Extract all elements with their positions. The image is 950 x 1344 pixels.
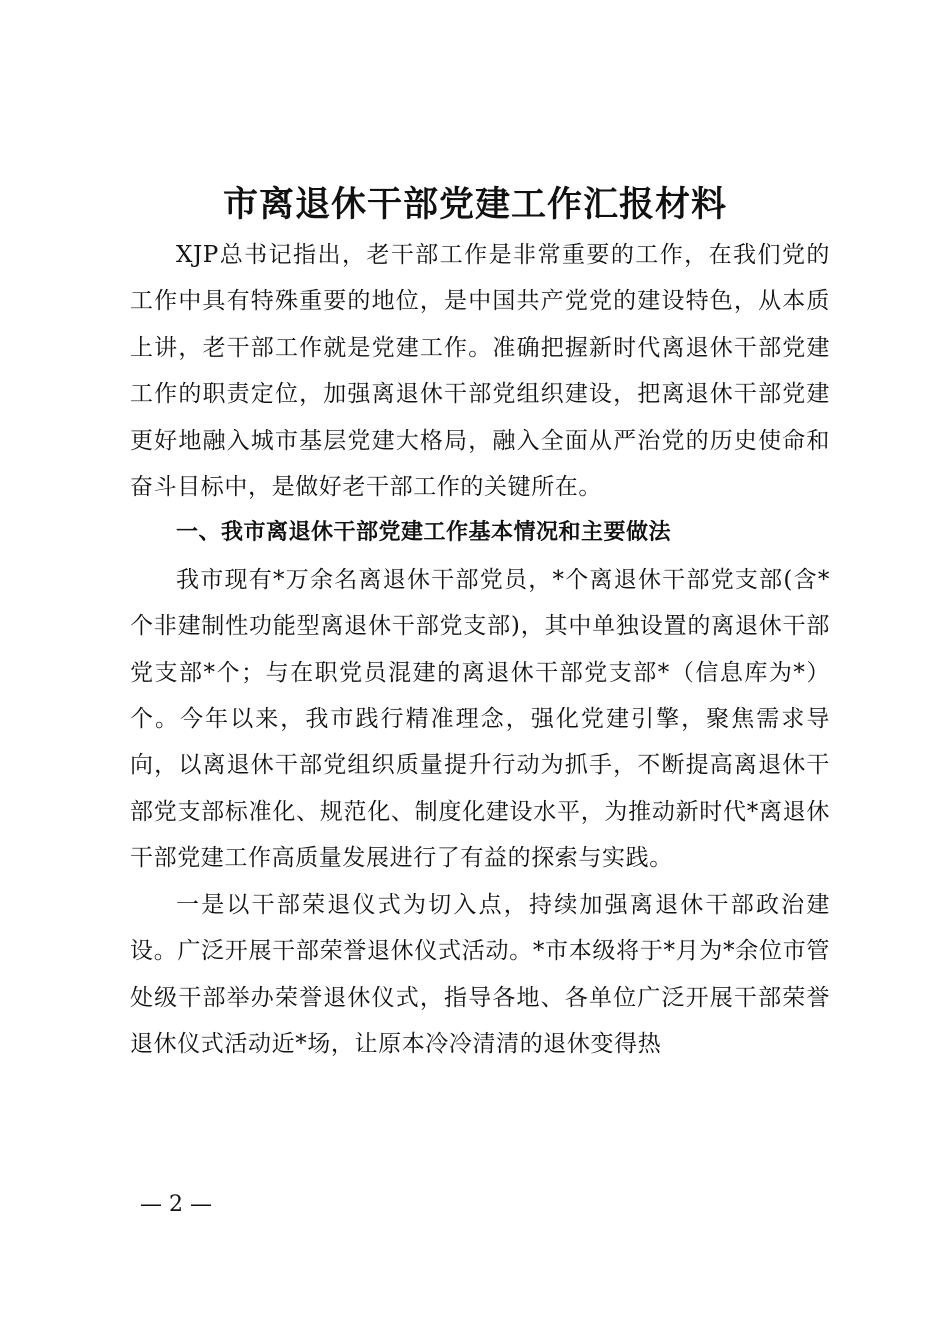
page-number: — 2 — <box>140 1192 212 1217</box>
first-measure-paragraph: 一是以干部荣退仪式为切入点，持续加强离退休干部政治建设。广泛开展干部荣誉退休仪式活动。*市本级将于*月为*余位市管处级干部举办荣誉退休仪式，指导各地、各单位广泛开展干部荣誉退休仪式活动近*场，让原本冷冷清清的退休变得热 <box>130 891 830 1057</box>
overview-paragraph: 我市现有*万余名离退休干部党员，*个离退休干部党支部(含*个非建制性功能型离退休干部党支部)，其中单独设置的离退休干部党支部*个；与在职党员混建的离退休干部党支部*（信息库为*）个。今年以来，我市践行精准理念，强化党建引擎，聚焦需求导向，以离退休干部党组织质量提升行动为抓手，不断提高离退休干部党支部标准化、规范化、制度化建设水平，为推动新时代*离退休干部党建工作高质量发展进行了有益的探索与实践。 <box>130 566 830 872</box>
document-title: 市离退休干部党建工作汇报材料 <box>222 184 727 225</box>
intro-paragraph: XJP总书记指出，老干部工作是非常重要的工作，在我们党的工作中具有特殊重要的地位，是中国共产党党的建设特色，从本质上讲，老干部工作就是党建工作。准确把握新时代离退休干部党建工作的职责定位，加强离退休干部党组织建设，把离退休干部党建更好地融入城市基层党建大格局，融入全面从严治党的历史使命和奋斗目标中，是做好老干部工作的关键所在。 <box>130 242 830 501</box>
section-heading: 一、我市离退休干部党建工作基本情况和主要做法 <box>176 520 672 546</box>
document-body <box>130 232 830 1067</box>
